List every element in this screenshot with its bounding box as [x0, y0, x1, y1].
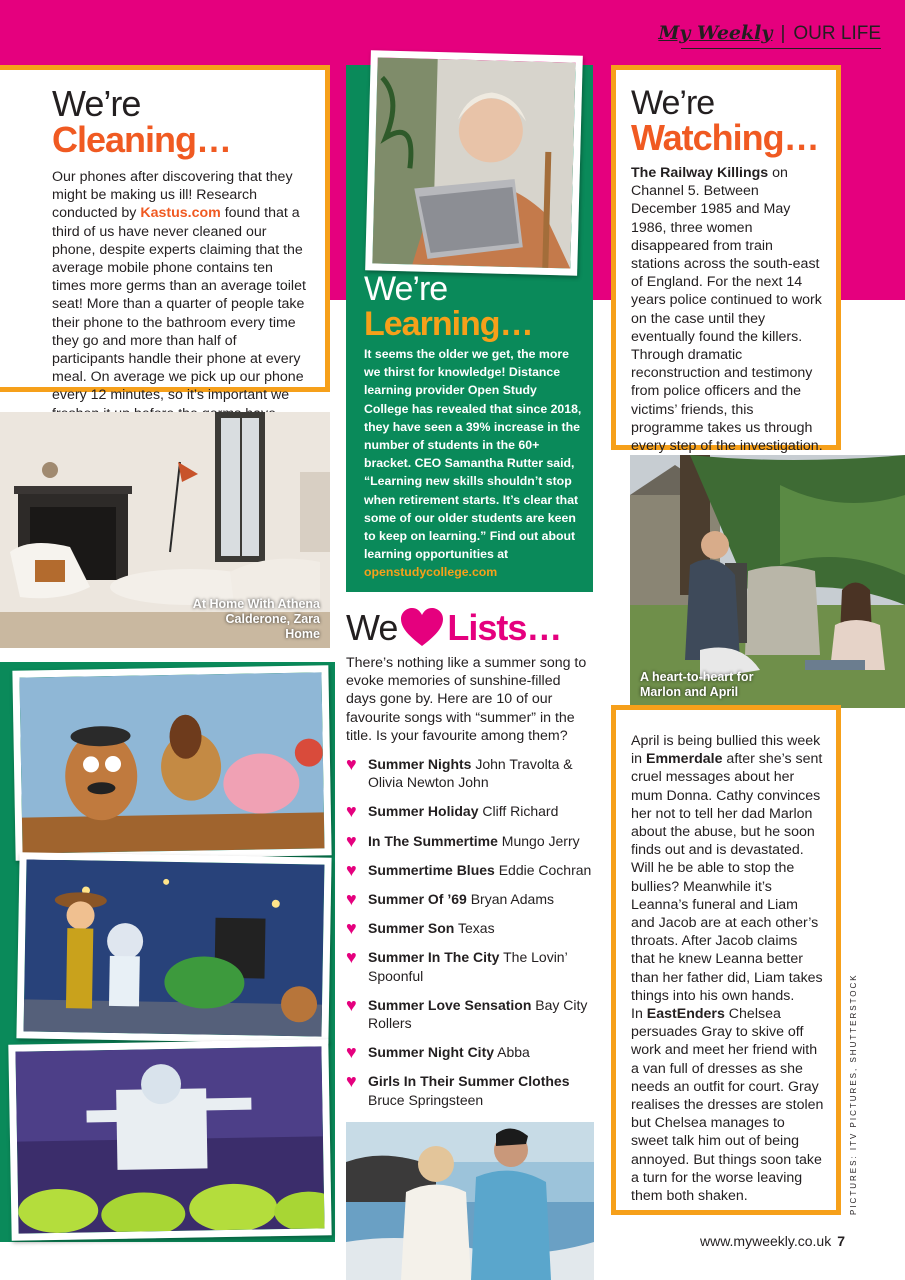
song-text	[368, 1043, 530, 1061]
beach-couple-illustration	[346, 1122, 594, 1280]
song-artist: John Travolta & Olivia Newton John	[368, 756, 573, 791]
heart-bullet-icon: ♥	[346, 801, 357, 822]
emmerdale-show-name: Emmerdale	[645, 751, 723, 768]
song-text	[368, 1072, 594, 1108]
song-text	[368, 919, 495, 937]
heart-bullet-icon: ♥	[346, 889, 357, 910]
learning-article	[346, 65, 593, 592]
emmerdale-text-1: April is being bullied this week in	[631, 733, 821, 768]
list-item	[346, 919, 594, 937]
song-artist: Bruce Springsteen	[368, 1091, 484, 1108]
page-footer	[700, 1233, 845, 1249]
soaps-article	[611, 705, 841, 1215]
toy-story-photo-1	[12, 665, 331, 860]
learning-body-text: It seems the older we get, the more we thirst for knowledge! Distance learning provider Open Study College has revealed that since 2018, they have seen a 39% increase in the number of students in the 60+ bracket. CEO Samantha Rutter said, “Learning new skills shouldn’t stop when retirement starts. It’s clear that some of our older students are keen to keep on learning.” Find out about learning opportunities at	[364, 347, 582, 562]
list-item	[346, 890, 594, 908]
emmerdale-photo	[630, 455, 905, 708]
song-artist: Eddie Cochran	[494, 861, 592, 878]
heart-bullet-icon: ♥	[346, 994, 357, 1015]
song-title: Summer Son	[368, 920, 455, 937]
heart-bullet-icon: ♥	[346, 1071, 357, 1092]
header-rule	[681, 48, 881, 49]
home-photo-caption: At Home With Athena Calderone, Zara Home	[192, 597, 320, 641]
emmerdale-text-2: after she’s sent cruel messages about her mum Donna. Cathy convinces her not to tell her dad Marlon about the abuse, but he soon finds out and is devastated. Will he be able to stop the bullies? Meanwhile it’s Leanna’s funeral and Liam and Jacob are at each other’s throats. After Jacob claims that he knew Leanna better than her father did, Liam takes things into his own hands.	[631, 751, 823, 1004]
toys-group-illustration	[19, 672, 324, 853]
watching-body-text: on Channel 5. Between December 1985 and May 1986, three women disappeared from train stations across the south-east of England. For the next 14 years police continued to work on the case until they eventually found the killers. Through dramatic reconstruction and testimony from police officers and the victims’ friends, this programme takes us through every step of the investigation.	[631, 165, 823, 455]
kastus-link[interactable]: Kastus.com	[140, 205, 221, 222]
magazine-brand: My Weekly	[658, 22, 773, 44]
heart-bullet-icon: ♥	[346, 754, 357, 775]
grease-photo	[346, 1122, 594, 1280]
photo-credit	[849, 973, 863, 1215]
list-item	[346, 1043, 594, 1061]
song-title: Summertime Blues	[368, 861, 495, 878]
song-title: Summer In The City	[368, 949, 500, 966]
eastenders-paragraph	[631, 1005, 824, 1205]
page-number: 7	[837, 1233, 845, 1249]
cleaning-article	[0, 65, 330, 404]
watching-heading-word: Watching…	[631, 117, 819, 158]
cleaning-heading-word: Cleaning…	[52, 119, 232, 160]
section-title: OUR LIFE	[793, 23, 881, 44]
lists-intro: There’s nothing like a summer song to evoke memories of sunshine-filled days gone by. Here are 10 of our favourite songs with “summer” in the title. Is your favourite among them?	[346, 655, 587, 744]
song-list	[346, 755, 594, 1109]
toy-story-photo-2	[16, 852, 331, 1043]
openstudycollege-link[interactable]: openstudycollege.com	[364, 565, 498, 580]
heart-bullet-icon: ♥	[346, 859, 357, 880]
song-artist: Mungo Jerry	[497, 832, 580, 849]
eastenders-show-name: EastEnders	[646, 1006, 725, 1023]
song-artist: Bay City Rollers	[368, 996, 588, 1032]
learning-heading-prefix: We’re	[364, 270, 448, 308]
website-url: www.myweekly.co.uk	[699, 1233, 832, 1249]
woody-buzz-illustration	[24, 859, 325, 1036]
song-title: Girls In Their Summer Clothes	[368, 1073, 570, 1090]
cleaning-body-part2: found that a third of us have never cleaned our phone, despite experts claiming that the average mobile phone contains ten times more germs than an average toilet seat! More than a quarter of people take their phone to the bathroom every time they go and more than half of participants handle their phone at every meal. On average we pick up our phone every 12 minutes, so it’s important we	[52, 205, 306, 404]
emmerdale-paragraph	[631, 732, 824, 1005]
song-artist: Abba	[494, 1044, 530, 1061]
cleaning-body-part1: Our phones after discovering that they might be making us ill! Research conducted by	[52, 169, 293, 222]
song-title: Summer Love Sensation	[368, 996, 532, 1013]
cleaning-heading-prefix: We’re	[52, 83, 141, 124]
heart-bullet-icon: ♥	[346, 947, 357, 968]
song-text	[368, 802, 558, 820]
lists-article	[346, 608, 594, 1120]
song-title: Summer Holiday	[368, 803, 479, 820]
lists-heading-word: Lists…	[447, 607, 562, 648]
header-separator: |	[780, 23, 786, 44]
song-title: Summer Night City	[368, 1044, 495, 1061]
song-title: Summer Of ’69	[368, 891, 467, 908]
heart-icon	[399, 608, 445, 648]
song-artist: Texas	[454, 920, 495, 937]
home-interior-photo	[0, 412, 330, 648]
watching-article	[611, 65, 841, 455]
aliens-illustration	[15, 1046, 324, 1233]
list-item	[346, 802, 594, 820]
list-item	[346, 832, 594, 850]
list-item	[346, 948, 594, 984]
woman-with-laptop-illustration	[372, 57, 575, 268]
list-item	[346, 755, 594, 791]
song-text	[368, 890, 554, 908]
eastenders-text-1: In	[631, 1006, 647, 1023]
list-item	[346, 861, 594, 879]
song-artist: Cliff Richard	[478, 803, 559, 820]
cleaning-heading	[52, 83, 307, 160]
cleaning-body	[52, 168, 307, 441]
learning-heading	[364, 271, 533, 341]
song-text	[368, 948, 594, 984]
watching-heading-prefix: We’re	[631, 84, 715, 122]
song-title: Summer Nights	[368, 756, 472, 773]
heart-bullet-icon: ♥	[346, 830, 357, 851]
list-item	[346, 1072, 594, 1108]
watching-body	[631, 164, 824, 455]
emmerdale-photo-caption: A heart-to-heart for Marlon and April	[640, 670, 754, 699]
lists-heading-we: We	[346, 607, 398, 648]
song-text	[368, 861, 591, 879]
show-title: The Railway Killings	[631, 165, 769, 181]
learning-heading-word: Learning…	[364, 305, 533, 343]
song-text	[368, 996, 594, 1032]
learning-body	[364, 345, 584, 582]
photo-credit-text: PICTURES: ITV PICTURES, SHUTTERSTOCK	[849, 973, 858, 1215]
song-text	[368, 832, 580, 850]
heart-bullet-icon: ♥	[346, 918, 357, 939]
song-artist: The Lovin’ Spoonful	[368, 949, 568, 984]
list-item	[346, 996, 594, 1032]
heart-bullet-icon: ♥	[346, 1042, 357, 1063]
learning-photo-frame	[365, 50, 583, 275]
page-header	[658, 22, 881, 45]
lists-heading	[346, 608, 594, 648]
eastenders-text-2: Chelsea persuades Gray to skive off work and meet her friend with a van full of dresses as she needs an outfit for court. Gray realises the dresses are stolen but Chelsea manages to sweet talk him out of being annoyed. But things soon take a turn for the worse leaving them both shaken.	[631, 1006, 824, 1205]
toy-story-photo-3	[8, 1039, 331, 1241]
song-text	[368, 755, 594, 791]
song-artist: Bryan Adams	[466, 891, 554, 908]
song-title: In The Summertime	[368, 832, 498, 849]
